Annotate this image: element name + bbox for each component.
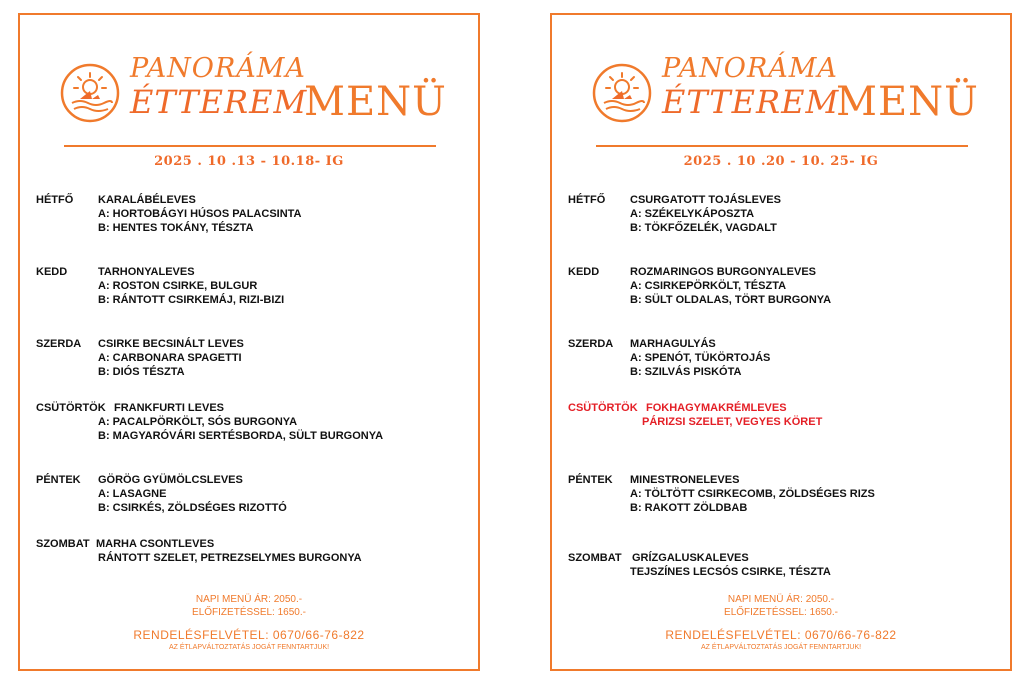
option-a: PÁRIZSI SZELET, VEGYES KÖRET (642, 416, 823, 428)
sunset-boat-logo-icon (590, 61, 654, 125)
restaurant-name (662, 53, 840, 121)
option-b: B: RAKOTT ZÖLDBAB (630, 502, 748, 514)
day-label: SZERDA (36, 338, 82, 350)
divider (596, 145, 968, 147)
soup: CSURGATOTT TOJÁSLEVES (630, 194, 781, 206)
option-a: A: CSIRKEPÖRKÖLT, TÉSZTA (630, 280, 787, 292)
soup: FOKHAGYMAKRÉMLEVES (646, 402, 787, 414)
brand-line-1: PANORÁMA (130, 53, 306, 84)
order-phone: RENDELÉSFELVÉTEL: 0670/66-76-822 (665, 628, 897, 642)
soup: CSIRKE BECSINÁLT LEVES (98, 338, 244, 350)
day-label: HÉTFŐ (568, 194, 606, 206)
option-a: A: ROSTON CSIRKE, BULGUR (98, 280, 258, 292)
divider (64, 145, 436, 147)
option-a: A: PACALPÖRKÖLT, SÓS BURGONYA (98, 416, 298, 428)
day-label: PÉNTEK (36, 474, 81, 486)
sunset-boat-logo-icon (58, 61, 122, 125)
day-label: KEDD (36, 266, 68, 278)
soup: FRANKFURTI LEVES (114, 402, 224, 414)
daily-price: NAPI MENÜ ÁR: 2050.- (727, 594, 835, 605)
option-a: A: CARBONARA SPAGETTI (98, 352, 242, 364)
disclaimer: AZ ÉTLAPVÁLTOZTATÁS JOGÁT FENNTARTJUK! (700, 644, 862, 651)
option-b: B: SÜLT OLDALAS, TÖRT BURGONYA (630, 294, 832, 306)
order-phone: RENDELÉSFELVÉTEL: 0670/66-76-822 (133, 628, 365, 642)
option-b: B: DIÓS TÉSZTA (98, 366, 185, 378)
brand-line-2: ÉTTEREM (130, 83, 308, 121)
option-a: A: HORTOBÁGYI HÚSOS PALACSINTA (98, 208, 302, 220)
option-a: A: LASAGNE (98, 488, 167, 500)
option-a: TEJSZÍNES LECSÓS CSIRKE, TÉSZTA (630, 566, 831, 578)
option-b: B: TÖKFŐZELÉK, VAGDALT (630, 222, 777, 234)
restaurant-name (130, 53, 308, 121)
soup: GRÍZGALUSKALEVES (632, 552, 749, 564)
soup: MARHA CSONTLEVES (96, 538, 215, 550)
option-b: B: SZILVÁS PISKÓTA (630, 366, 742, 378)
menu-page-left (18, 13, 480, 671)
soup: ROZMARINGOS BURGONYALEVES (630, 266, 817, 278)
soup: KARALÁBÉLEVES (98, 194, 196, 206)
day-label: KEDD (568, 266, 600, 278)
soup: MINESTRONELEVES (630, 474, 740, 486)
option-a: A: TÖLTÖTT CSIRKECOMB, ZÖLDSÉGES RIZS (630, 488, 875, 500)
header (58, 55, 448, 145)
header (590, 55, 980, 145)
menu-page-right (550, 13, 1012, 671)
option-b: B: CSIRKÉS, ZÖLDSÉGES RIZOTTÓ (98, 502, 287, 514)
day-label: SZERDA (568, 338, 614, 350)
subscription-price: ELŐFIZETÉSSEL: 1650.- (192, 607, 306, 618)
day-label: CSÜTÖRTÖK (36, 402, 106, 414)
daily-price: NAPI MENÜ ÁR: 2050.- (195, 594, 303, 605)
day-label: PÉNTEK (568, 474, 613, 486)
option-b: B: RÁNTOTT CSIRKEMÁJ, RIZI-BIZI (98, 294, 285, 306)
brand-line-2: ÉTTEREM (662, 83, 840, 121)
week-date-range: 2025 . 10 .13 - 10.18- IG (154, 154, 344, 169)
day-label: SZOMBAT (36, 538, 90, 550)
soup: MARHAGULYÁS (630, 338, 716, 350)
soup: TARHONYALEVES (98, 266, 195, 278)
soup: GÖRÖG GYÜMÖLCSLEVES (98, 474, 243, 486)
day-label: CSÜTÖRTÖK (568, 402, 638, 414)
option-b: B: HENTES TOKÁNY, TÉSZTA (98, 222, 254, 234)
brand-line-1: PANORÁMA (662, 53, 838, 84)
menu-title: MENÜ (836, 79, 979, 125)
day-label: HÉTFŐ (36, 194, 74, 206)
subscription-price: ELŐFIZETÉSSEL: 1650.- (724, 607, 838, 618)
option-a: A: SPENÓT, TÜKÖRTOJÁS (630, 352, 771, 364)
day-label: SZOMBAT (568, 552, 622, 564)
option-a: RÁNTOTT SZELET, PETREZSELYMES BURGONYA (98, 552, 362, 564)
menu-title: MENÜ (304, 79, 447, 125)
week-date-range: 2025 . 10 .20 - 10. 25- IG (683, 154, 879, 169)
option-a: A: SZÉKELYKÁPOSZTA (630, 208, 755, 220)
disclaimer: AZ ÉTLAPVÁLTOZTATÁS JOGÁT FENNTARTJUK! (168, 644, 330, 651)
option-b: B: MAGYARÓVÁRI SERTÉSBORDA, SÜLT BURGONYA (98, 430, 384, 442)
